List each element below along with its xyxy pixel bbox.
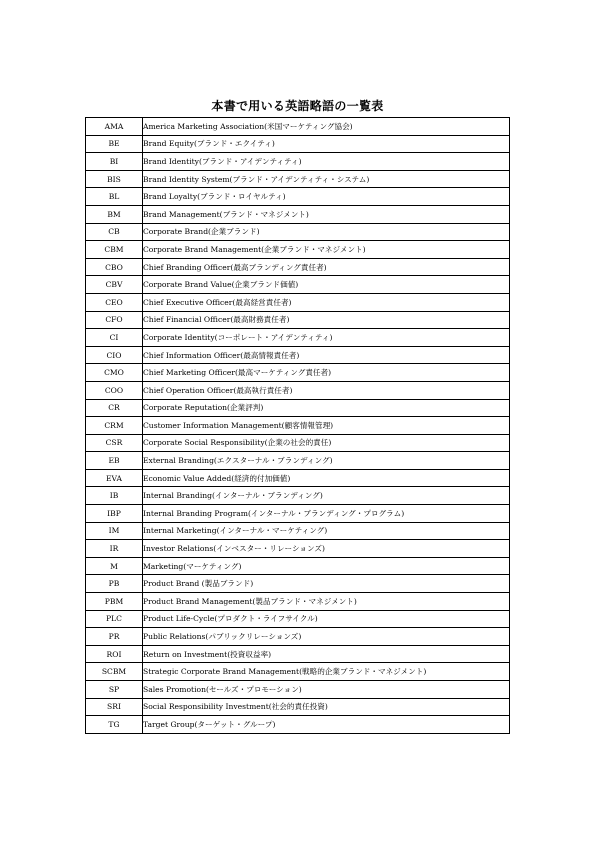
abbreviation-cell: CR (86, 399, 143, 417)
table-row (86, 170, 510, 188)
table-row (86, 681, 510, 699)
definition-cell: Corporate Brand Management(企業ブランド・マネジメント) (143, 241, 510, 259)
abbreviation-cell: CFO (86, 311, 143, 329)
definition-cell: External Branding(エクスターナル・ブランディング) (143, 452, 510, 470)
table-row (86, 258, 510, 276)
definition-cell: Product Brand Management(製品ブランド・マネジメント) (143, 593, 510, 611)
definition-cell: Corporate Social Responsibility(企業の社会的責任) (143, 434, 510, 452)
abbreviation-cell: EB (86, 452, 143, 470)
definition-cell: Target Group(ターゲット・グループ) (143, 716, 510, 734)
definition-cell: Internal Branding Program(インターナル・ブランディング・プログラム) (143, 505, 510, 523)
abbreviation-cell: CBV (86, 276, 143, 294)
definition-cell: Economic Value Added(経済的付加価値) (143, 469, 510, 487)
abbreviation-cell: SCBM (86, 663, 143, 681)
abbreviation-cell: PB (86, 575, 143, 593)
definition-cell: Chief Executive Officer(最高経営責任者) (143, 293, 510, 311)
definition-cell: Product Life-Cycle(プロダクト・ライフサイクル) (143, 610, 510, 628)
table-row (86, 628, 510, 646)
table-row (86, 469, 510, 487)
table-row (86, 557, 510, 575)
table-row (86, 593, 510, 611)
definition-cell: Return on Investment(投資収益率) (143, 645, 510, 663)
table-row (86, 205, 510, 223)
table-row (86, 645, 510, 663)
definition-cell: Product Brand (製品ブランド) (143, 575, 510, 593)
abbreviation-cell: CBM (86, 241, 143, 259)
abbreviation-cell: PLC (86, 610, 143, 628)
table-row (86, 381, 510, 399)
definition-cell: Chief Information Officer(最高情報責任者) (143, 346, 510, 364)
abbreviation-cell: CIO (86, 346, 143, 364)
abbreviation-cell: CEO (86, 293, 143, 311)
abbreviation-cell: BI (86, 153, 143, 171)
table-row (86, 505, 510, 523)
definition-cell: Chief Marketing Officer(最高マーケティング責任者) (143, 364, 510, 382)
abbreviation-cell: CI (86, 329, 143, 347)
table-row (86, 417, 510, 435)
table-row (86, 135, 510, 153)
abbreviation-cell: COO (86, 381, 143, 399)
definition-cell: Brand Equity(ブランド・エクイティ) (143, 135, 510, 153)
abbreviation-cell: ROI (86, 645, 143, 663)
definition-cell: Social Responsibility Investment(社会的責任投資) (143, 698, 510, 716)
table-row (86, 575, 510, 593)
definition-cell: Internal Marketing(インターナル・マーケティング) (143, 522, 510, 540)
abbreviation-cell: CMO (86, 364, 143, 382)
abbreviation-cell: SRI (86, 698, 143, 716)
definition-cell: Internal Branding(インターナル・ブランディング) (143, 487, 510, 505)
definition-cell: Chief Operation Officer(最高執行責任者) (143, 381, 510, 399)
abbreviation-cell: IR (86, 540, 143, 558)
abbreviation-cell: CRM (86, 417, 143, 435)
abbreviation-cell: BIS (86, 170, 143, 188)
page-title: 本書で用いる英語略語の一覧表 (211, 99, 384, 113)
abbreviation-table-body (86, 118, 510, 734)
table-row (86, 223, 510, 241)
table-row (86, 188, 510, 206)
table-row (86, 118, 510, 136)
abbreviation-cell: CB (86, 223, 143, 241)
abbreviation-cell: BL (86, 188, 143, 206)
definition-cell: Brand Identity(ブランド・アイデンティティ) (143, 153, 510, 171)
abbreviation-cell: EVA (86, 469, 143, 487)
abbreviation-table (85, 117, 510, 734)
abbreviation-cell: PBM (86, 593, 143, 611)
definition-cell: Chief Branding Officer(最高ブランディング責任者) (143, 258, 510, 276)
table-row (86, 364, 510, 382)
table-row (86, 276, 510, 294)
table-row (86, 241, 510, 259)
table-row (86, 329, 510, 347)
abbreviation-cell: PR (86, 628, 143, 646)
definition-cell: Brand Management(ブランド・マネジメント) (143, 205, 510, 223)
abbreviation-cell: IBP (86, 505, 143, 523)
definition-cell: Corporate Identity(コーポレート・アイデンティティ) (143, 329, 510, 347)
table-row (86, 698, 510, 716)
table-row (86, 663, 510, 681)
table-row (86, 540, 510, 558)
table-row (86, 610, 510, 628)
abbreviation-cell: CBO (86, 258, 143, 276)
abbreviation-cell: IB (86, 487, 143, 505)
abbreviation-cell: CSR (86, 434, 143, 452)
definition-cell: Brand Identity System(ブランド・アイデンティティ・システム) (143, 170, 510, 188)
definition-cell: Corporate Reputation(企業評判) (143, 399, 510, 417)
definition-cell: Customer Information Management(顧客情報管理) (143, 417, 510, 435)
definition-cell: Brand Loyalty(ブランド・ロイヤルティ) (143, 188, 510, 206)
table-row (86, 399, 510, 417)
abbreviation-cell: AMA (86, 118, 143, 136)
abbreviation-cell: M (86, 557, 143, 575)
abbreviation-cell: TG (86, 716, 143, 734)
table-row (86, 522, 510, 540)
table-row (86, 153, 510, 171)
table-row (86, 293, 510, 311)
definition-cell: Sales Promotion(セールズ・プロモーション) (143, 681, 510, 699)
definition-cell: Corporate Brand(企業ブランド) (143, 223, 510, 241)
table-row (86, 716, 510, 734)
definition-cell: Corporate Brand Value(企業ブランド価値) (143, 276, 510, 294)
abbreviation-cell: IM (86, 522, 143, 540)
table-row (86, 452, 510, 470)
table-row (86, 346, 510, 364)
table-row (86, 434, 510, 452)
table-row (86, 311, 510, 329)
definition-cell: Marketing(マーケティング) (143, 557, 510, 575)
abbreviation-cell: BM (86, 205, 143, 223)
definition-cell: America Marketing Association(米国マーケティング協会) (143, 118, 510, 136)
table-row (86, 487, 510, 505)
abbreviation-cell: BE (86, 135, 143, 153)
definition-cell: Public Relations(パブリックリレーションズ) (143, 628, 510, 646)
definition-cell: Investor Relations(インベスター・リレーションズ) (143, 540, 510, 558)
definition-cell: Chief Financial Officer(最高財務責任者) (143, 311, 510, 329)
abbreviation-cell: SP (86, 681, 143, 699)
definition-cell: Strategic Corporate Brand Management(戦略的企業ブランド・マネジメント) (143, 663, 510, 681)
